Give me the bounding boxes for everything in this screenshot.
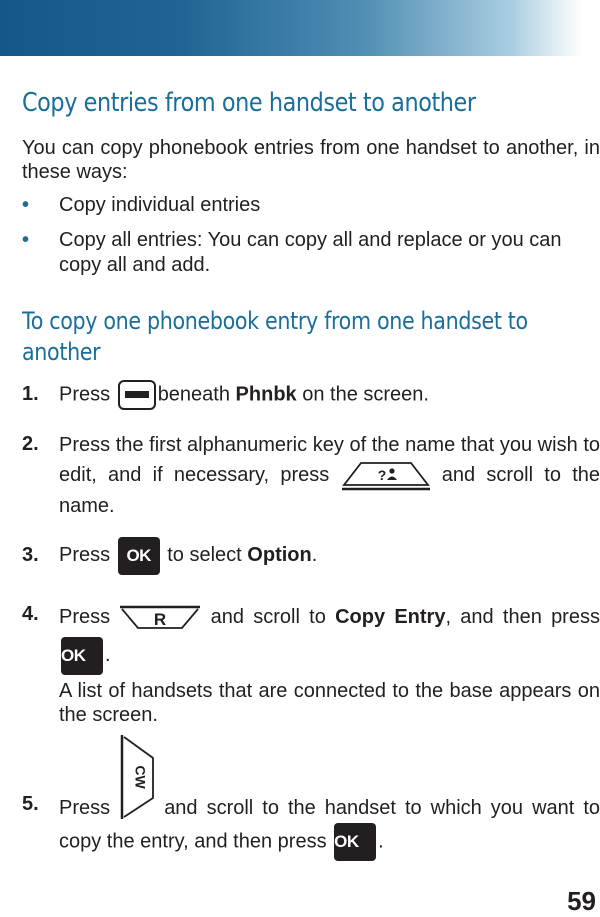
svg-text:CW: CW [132,765,149,789]
svg-text:?: ? [377,466,386,483]
page-number: 59 [567,886,596,916]
cw-key-icon [119,734,155,820]
r-key-icon [119,605,201,631]
ok-key-icon: OK [334,823,376,861]
phnbk-label: Phnbk [235,383,297,406]
intro-paragraph: You can copy phonebook entries from one handset to another, in these ways: [22,137,600,183]
header-band [0,0,600,56]
option-label: Option [247,544,312,566]
directory-key-icon [341,461,431,491]
ok-key-icon: OK [118,537,160,575]
page-title: Copy entries from one handset to another [22,88,476,118]
step-4-note: A list of handsets that are connected to the base appears on the screen. [59,680,600,726]
bullet-icon: • [22,229,30,251]
copy-entry-label: Copy Entry [335,606,446,628]
ok-key-icon: OK [61,637,103,675]
softkey-icon [118,380,156,410]
bullet-icon: • [22,194,30,216]
svg-text:R: R [154,609,167,629]
section-heading: To copy one phonebook entry from one handset to another [22,307,528,366]
